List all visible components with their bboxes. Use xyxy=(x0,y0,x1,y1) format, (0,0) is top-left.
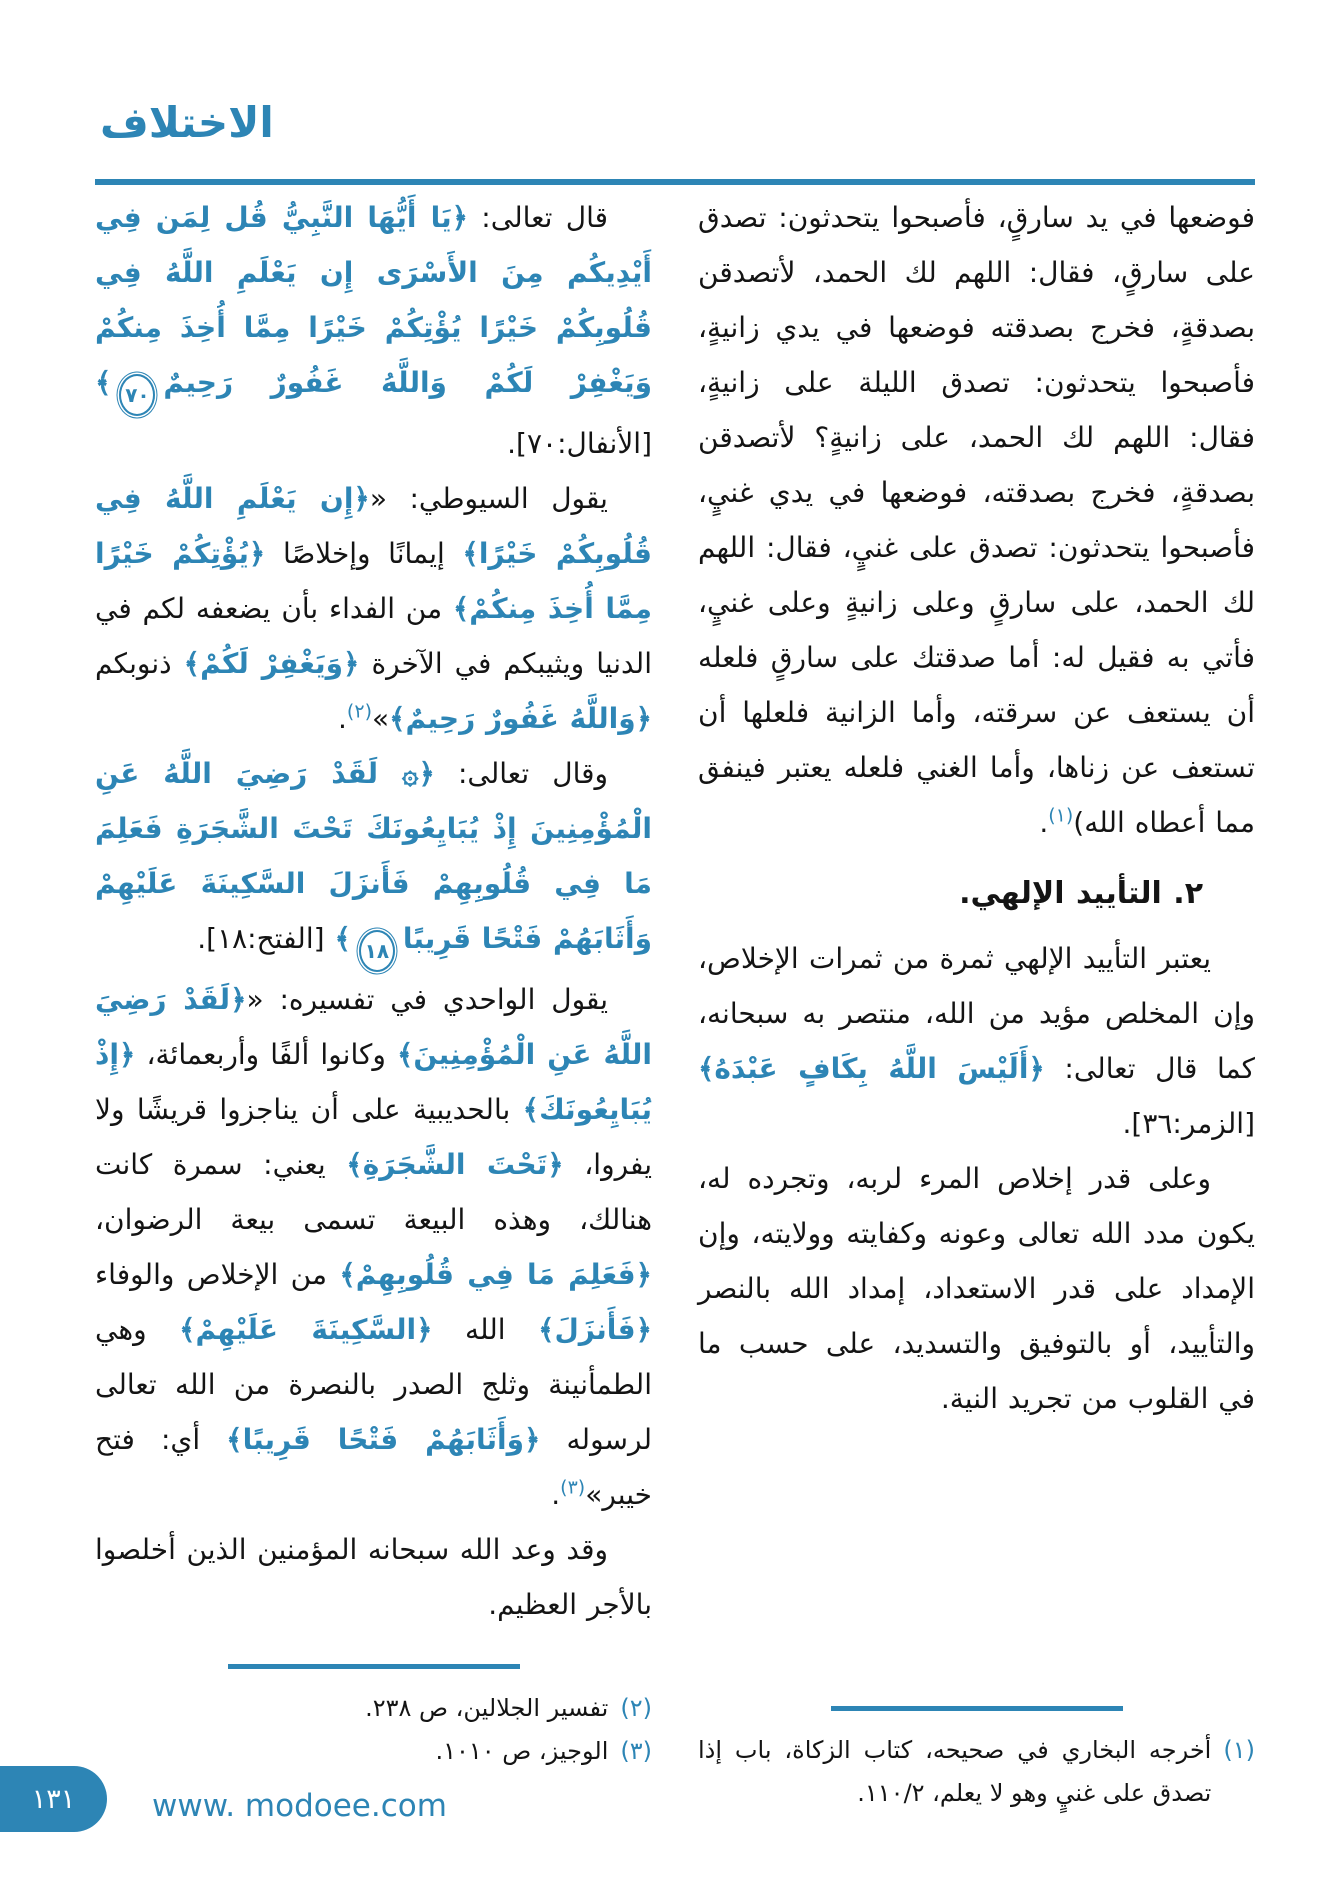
page-number-tab xyxy=(0,1766,107,1832)
footnote-ref: (٣) xyxy=(560,1476,586,1499)
page-title: الاختلاف xyxy=(100,98,274,147)
paragraph xyxy=(698,190,1255,850)
body-text: يقول السيوطي: « xyxy=(369,482,608,515)
body-text: [الأنفال:٧٠]. xyxy=(507,427,652,460)
footnote xyxy=(95,1687,652,1730)
footnote-ref: (٢) xyxy=(346,700,372,723)
quran-verse: ﴿وَأَثَابَهُمْ فَتْحًا قَرِيبًا﴾ xyxy=(226,1423,541,1456)
quran-verse: ﴿وَاللَّهُ غَفُورٌ رَحِيمٌ﴾ xyxy=(389,702,652,735)
ayah-number-ornament: ١٨ xyxy=(359,930,395,972)
quran-verse: ﴿فَأَنزَلَ﴾ xyxy=(538,1313,652,1346)
body-text: أي: فتح خيبر» xyxy=(95,1423,652,1511)
quran-verse: ﴾ xyxy=(334,922,351,955)
footnote xyxy=(698,1729,1255,1815)
body-text: من الفداء بأن يضعفه لكم في الدنيا ويثيبكم في الآخرة xyxy=(95,592,652,680)
body-text: إيمانًا وإخلاصًا xyxy=(265,537,463,570)
body-text: . xyxy=(551,1478,561,1511)
quran-verse: ﴿السَّكِينَةَ عَلَيْهِمْ﴾ xyxy=(179,1313,433,1346)
website-url: www. modoee.com xyxy=(152,1788,447,1824)
quran-verse: ﴿يَا أَيُّهَا النَّبِيُّ قُل لِمَن فِي أَيْدِيكُم مِنَ الأَسْرَى إِن يَعْلَمِ اللَّهُ فِي قُلُوبِكُمْ خَيْرًا يُؤْتِكُمْ خَيْرًا مِمَّا أُخِذَ مِنكُمْ وَيَغْفِرْ لَكُمْ وَاللَّهُ غَفُورٌ رَحِيمٌ xyxy=(95,201,652,399)
paragraph xyxy=(95,972,652,1522)
quran-verse: ﴿إِن يَعْلَمِ اللَّهُ فِي قُلُوبِكُمْ خَيْرًا﴾ xyxy=(95,482,652,570)
footnote-block-right xyxy=(698,1706,1255,1815)
quran-verse: ﴿أَلَيْسَ اللَّهُ بِكَافٍ عَبْدَهُ﴾ xyxy=(698,1052,1045,1085)
body-text: وقد وعد الله سبحانه المؤمنين الذين أخلصوا بالأجر العظيم. xyxy=(95,1533,652,1621)
body-text: ذنوبكم xyxy=(95,647,184,680)
footnote-text: الوجيز، ص ١٠١٠. xyxy=(435,1737,609,1765)
footnote-list-left xyxy=(95,1687,652,1773)
quran-verse: ﴿إِذْ يُبَايِعُونَكَ﴾ xyxy=(95,1038,652,1126)
body-text: يعتبر التأييد الإلهي ثمرة من ثمرات الإخلاص، وإن المخلص مؤيد من الله، منتصر به سبحانه، كما قال تعالى: xyxy=(698,942,1255,1085)
quran-verse: ﴾ xyxy=(95,366,112,399)
paragraph xyxy=(95,746,652,972)
footnote-marker: (١) xyxy=(1223,1736,1255,1764)
paragraph xyxy=(698,931,1255,1151)
quran-verse: ﴿۞ لَقَدْ رَضِيَ اللَّهُ عَنِ الْمُؤْمِنِينَ إِذْ يُبَايِعُونَكَ تَحْتَ الشَّجَرَةِ فَعَلِمَ مَا فِي قُلُوبِهِمْ فَأَنزَلَ السَّكِينَةَ عَلَيْهِمْ وَأَثَابَهُمْ فَتْحًا قَرِيبًا xyxy=(95,757,652,955)
body-text: وهي الطمأنينة وثلج الصدر بالنصرة من الله تعالى لرسوله xyxy=(95,1313,652,1456)
text-columns xyxy=(95,190,1255,1815)
footnote-block-left xyxy=(95,1664,652,1773)
body-text: وكانوا ألفًا وأربعمائة، xyxy=(135,1038,397,1071)
body-text: . xyxy=(1039,806,1049,839)
body-text: وقال تعالى: xyxy=(434,757,609,790)
section-heading xyxy=(698,866,1255,921)
body-text: الله xyxy=(432,1313,539,1346)
column-left xyxy=(95,190,652,1815)
footnote-text: أخرجه البخاري في صحيحه، كتاب الزكاة، باب إذا تصدق على غنيٍ وهو لا يعلم، ١١٠/٢. xyxy=(698,1736,1212,1807)
quran-verse: ﴿وَيَغْفِرْ لَكُمْ﴾ xyxy=(183,647,360,680)
column-right-text xyxy=(698,190,1255,1426)
paragraph xyxy=(95,190,652,471)
body-text: . xyxy=(338,702,347,735)
body-text: فوضعها في يد سارقٍ، فأصبحوا يتحدثون: تصدق على سارقٍ، فقال: اللهم لك الحمد، لأتصدقن بصدقةٍ، فخرج بصدقته فوضعها في يدي زانيةٍ، فأصبحوا يتحدثون: تصدق الليلة على زانيةٍ، فقال: اللهم لك الحمد، على زانيةٍ؟ لأتصدقن بصدقةٍ، فخرج بصدقته، فوضعها في يدي غنيٍ، فأصبحوا يتحدثون: تصدق على غنيٍ، فقال: اللهم لك الحمد، على سارقٍ وعلى زانيةٍ وعلى غنيٍ، فأتي به فقيل له: أما صدقتك على سارقٍ فلعله أن يستعف عن سرقته، وأما الزانية فلعلها أن تستعف عن زناها، وأما الغني فلعله يعتبر فينفق مما أعطاه الله) xyxy=(698,201,1255,839)
column-left-text xyxy=(95,190,652,1632)
page-number: ١٣١ xyxy=(31,1783,76,1815)
body-text: يعني: سمرة كانت هنالك، وهذه البيعة تسمى بيعة الرضوان، xyxy=(95,1148,652,1236)
body-text: يقول الواحدي في تفسيره: « xyxy=(246,983,609,1016)
body-text: قال تعالى: xyxy=(468,201,608,234)
body-text: » xyxy=(371,702,390,735)
body-text: [الفتح:١٨]. xyxy=(197,922,335,955)
quran-verse: ﴿تَحْتَ الشَّجَرَةِ﴾ xyxy=(346,1148,564,1181)
footnote-marker: (٣) xyxy=(620,1737,652,1765)
body-text: ٢. التأييد الإلهي. xyxy=(959,876,1203,911)
ayah-number-ornament: ٧٠ xyxy=(119,374,155,416)
quran-verse: ﴿فَعَلِمَ مَا فِي قُلُوبِهِمْ﴾ xyxy=(339,1258,652,1291)
footnote-marker: (٢) xyxy=(620,1694,652,1722)
footnote xyxy=(95,1730,652,1773)
paragraph xyxy=(698,1151,1255,1426)
footnote-separator xyxy=(831,1706,1123,1711)
column-right xyxy=(698,190,1255,1815)
header-rule xyxy=(95,179,1255,185)
footnote-separator xyxy=(228,1664,520,1669)
quran-verse: ﴿يُؤْتِكُمْ خَيْرًا مِمَّا أُخِذَ مِنكُمْ﴾ xyxy=(95,537,652,625)
paragraph xyxy=(95,471,652,746)
quran-verse: ﴿لَقَدْ رَضِيَ اللَّهُ عَنِ الْمُؤْمِنِينَ﴾ xyxy=(95,983,653,1071)
body-text: بالحديبية على أن يناجزوا قريشًا ولا يفروا، xyxy=(95,1093,653,1181)
footnote-ref: (١) xyxy=(1048,804,1074,827)
footnote-list-right xyxy=(698,1729,1255,1815)
paragraph xyxy=(95,1522,652,1632)
footnote-text: تفسير الجلالين، ص ٢٣٨. xyxy=(365,1694,609,1722)
body-text: وعلى قدر إخلاص المرء لربه، وتجرده له، يكون مدد الله تعالى وعونه وكفايته وولايته، وإن الإمداد على قدر الاستعداد، إمداد الله بالنصر والتأييد، أو بالتوفيق والتسديد، على حسب ما في القلوب من تجريد النية. xyxy=(698,1162,1255,1415)
body-text: [الزمر:٣٦]. xyxy=(1122,1107,1255,1140)
body-text: من الإخلاص والوفاء xyxy=(95,1258,340,1291)
